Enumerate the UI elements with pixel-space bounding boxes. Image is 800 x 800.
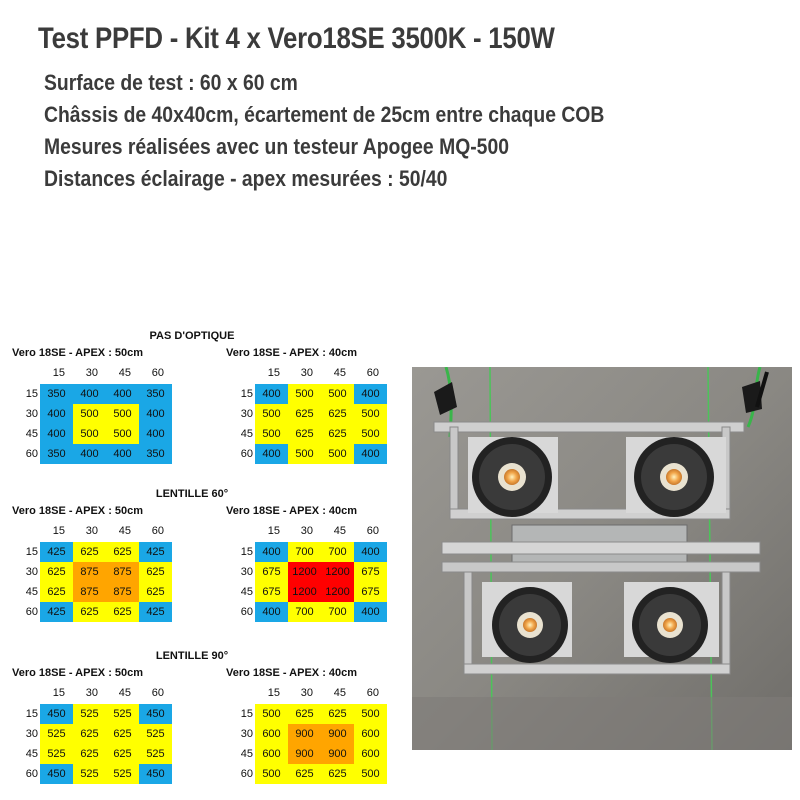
- table-label: Vero 18SE - APEX : 50cm: [12, 667, 144, 679]
- ppfd-cell: 500: [354, 764, 387, 784]
- row-header: 15: [25, 708, 38, 720]
- info-line-chassis: Châssis de 40x40cm, écartement de 25cm entre chaque COB: [44, 102, 605, 127]
- ppfd-cell: 625: [106, 724, 139, 744]
- info-line-surface: Surface de test : 60 x 60 cm: [44, 70, 298, 95]
- row-header: 60: [25, 606, 38, 618]
- ppfd-cell: 525: [40, 744, 73, 764]
- ppfd-cell: 500: [106, 404, 139, 424]
- row-header: 45: [240, 748, 253, 760]
- ppfd-cell: 500: [255, 424, 288, 444]
- table-label: Vero 18SE - APEX : 40cm: [226, 347, 358, 359]
- ppfd-cell: 700: [321, 542, 354, 562]
- ppfd-cell: 525: [73, 704, 106, 724]
- row-header: 30: [240, 566, 253, 578]
- ppfd-cell: 400: [255, 602, 288, 622]
- section-title: PAS D'OPTIQUE: [149, 330, 235, 342]
- ppfd-cell: 425: [139, 602, 172, 622]
- column-header: 60: [151, 367, 164, 379]
- ppfd-cell: 625: [106, 744, 139, 764]
- ppfd-cell: 625: [73, 724, 106, 744]
- ppfd-cell: 525: [106, 704, 139, 724]
- ppfd-cell: 500: [106, 424, 139, 444]
- column-header: 45: [333, 367, 346, 379]
- ppfd-cell: 450: [139, 764, 172, 784]
- ppfd-cell: 625: [288, 424, 321, 444]
- row-header: 15: [240, 708, 253, 720]
- ppfd-cell: 600: [255, 744, 288, 764]
- row-header: 15: [240, 546, 253, 558]
- ppfd-cell: 400: [73, 444, 106, 464]
- ppfd-cell: 500: [288, 384, 321, 404]
- ppfd-cell: 425: [40, 602, 73, 622]
- ppfd-cell: 625: [321, 404, 354, 424]
- ppfd-cell: 350: [40, 444, 73, 464]
- ppfd-cell: 500: [354, 404, 387, 424]
- table-label: Vero 18SE - APEX : 50cm: [12, 505, 144, 517]
- column-header: 30: [85, 687, 98, 699]
- ppfd-cell: 675: [255, 582, 288, 602]
- ppfd-cell: 400: [139, 424, 172, 444]
- ppfd-cell: 450: [40, 704, 73, 724]
- ppfd-cell: 675: [354, 582, 387, 602]
- row-header: 60: [25, 448, 38, 460]
- column-header: 15: [52, 367, 65, 379]
- ppfd-cell: 625: [139, 582, 172, 602]
- section-title: LENTILLE 60°: [155, 488, 229, 500]
- row-header: 30: [240, 408, 253, 420]
- column-header: 60: [366, 525, 379, 537]
- ppfd-cell: 625: [73, 744, 106, 764]
- column-header: 45: [333, 525, 346, 537]
- led-fixture-photo-icon: [412, 367, 792, 750]
- ppfd-cell: 900: [288, 744, 321, 764]
- row-header: 45: [25, 586, 38, 598]
- column-header: 45: [333, 687, 346, 699]
- row-header: 30: [25, 728, 38, 740]
- table-label: Vero 18SE - APEX : 40cm: [226, 505, 358, 517]
- ppfd-cell: 400: [354, 542, 387, 562]
- column-header: 15: [52, 687, 65, 699]
- table-label: Vero 18SE - APEX : 40cm: [226, 667, 358, 679]
- ppfd-cell: 625: [40, 582, 73, 602]
- ppfd-cell: 1200: [321, 562, 354, 582]
- ppfd-cell: 400: [255, 542, 288, 562]
- table-label: Vero 18SE - APEX : 50cm: [12, 347, 144, 359]
- ppfd-cell: 625: [288, 764, 321, 784]
- row-header: 60: [240, 768, 253, 780]
- row-header: 45: [25, 748, 38, 760]
- row-header: 60: [240, 448, 253, 460]
- ppfd-cell: 350: [139, 444, 172, 464]
- ppfd-cell: 500: [255, 704, 288, 724]
- ppfd-cell: 400: [255, 444, 288, 464]
- column-header: 15: [52, 525, 65, 537]
- ppfd-cell: 625: [106, 602, 139, 622]
- ppfd-cell: 400: [354, 384, 387, 404]
- ppfd-cell: 350: [139, 384, 172, 404]
- column-header: 45: [118, 525, 131, 537]
- column-header: 30: [300, 367, 313, 379]
- ppfd-cell: 875: [106, 562, 139, 582]
- ppfd-cell: 1200: [321, 582, 354, 602]
- column-header: 30: [85, 525, 98, 537]
- ppfd-cell: 400: [40, 404, 73, 424]
- ppfd-cell: 500: [255, 764, 288, 784]
- row-header: 60: [25, 768, 38, 780]
- ppfd-cell: 675: [255, 562, 288, 582]
- ppfd-cell: 500: [354, 424, 387, 444]
- column-header: 15: [267, 525, 280, 537]
- column-header: 30: [85, 367, 98, 379]
- ppfd-cell: 625: [139, 562, 172, 582]
- ppfd-cell: 400: [73, 384, 106, 404]
- ppfd-cell: 525: [40, 724, 73, 744]
- column-header: 60: [151, 687, 164, 699]
- ppfd-cell: 875: [73, 562, 106, 582]
- ppfd-cell: 525: [139, 744, 172, 764]
- column-header: 15: [267, 687, 280, 699]
- ppfd-cell: 875: [106, 582, 139, 602]
- ppfd-cell: 500: [321, 384, 354, 404]
- ppfd-cell: 625: [321, 424, 354, 444]
- ppfd-cell: 400: [106, 384, 139, 404]
- row-header: 30: [25, 566, 38, 578]
- ppfd-cell: 675: [354, 562, 387, 582]
- ppfd-cell: 625: [73, 602, 106, 622]
- ppfd-cell: 500: [255, 404, 288, 424]
- ppfd-cell: 400: [255, 384, 288, 404]
- ppfd-cell: 425: [139, 542, 172, 562]
- section-title: LENTILLE 90°: [155, 650, 229, 662]
- row-header: 45: [240, 428, 253, 440]
- ppfd-cell: 900: [321, 724, 354, 744]
- row-header: 45: [25, 428, 38, 440]
- row-header: 15: [25, 388, 38, 400]
- column-header: 60: [366, 367, 379, 379]
- ppfd-cell: 400: [139, 404, 172, 424]
- ppfd-cell: 400: [106, 444, 139, 464]
- ppfd-cell: 625: [321, 764, 354, 784]
- ppfd-cell: 525: [139, 724, 172, 744]
- info-line-distances: Distances éclairage - apex mesurées : 50/40: [44, 166, 448, 191]
- ppfd-cell: 600: [255, 724, 288, 744]
- column-header: 45: [118, 687, 131, 699]
- row-header: 15: [240, 388, 253, 400]
- row-header: 45: [240, 586, 253, 598]
- ppfd-cell: 500: [73, 404, 106, 424]
- ppfd-cell: 625: [73, 542, 106, 562]
- led-fixture-photo: [412, 367, 792, 750]
- ppfd-cell: 500: [354, 704, 387, 724]
- ppfd-cell: 625: [288, 404, 321, 424]
- ppfd-cell: 400: [354, 602, 387, 622]
- ppfd-cell: 500: [288, 444, 321, 464]
- row-header: 15: [25, 546, 38, 558]
- ppfd-cell: 525: [73, 764, 106, 784]
- ppfd-cell: 500: [73, 424, 106, 444]
- ppfd-cell: 625: [40, 562, 73, 582]
- ppfd-cell: 400: [40, 424, 73, 444]
- ppfd-cell: 600: [354, 744, 387, 764]
- ppfd-cell: 600: [354, 724, 387, 744]
- row-header: 30: [240, 728, 253, 740]
- column-header: 60: [366, 687, 379, 699]
- column-header: 60: [151, 525, 164, 537]
- ppfd-cell: 425: [40, 542, 73, 562]
- ppfd-cell: 625: [288, 704, 321, 724]
- ppfd-cell: 625: [106, 542, 139, 562]
- ppfd-cell: 1200: [288, 562, 321, 582]
- column-header: 45: [118, 367, 131, 379]
- ppfd-cell: 900: [321, 744, 354, 764]
- page-title: Test PPFD - Kit 4 x Vero18SE 3500K - 150W: [38, 22, 555, 55]
- ppfd-cell: 400: [354, 444, 387, 464]
- ppfd-cell: 875: [73, 582, 106, 602]
- ppfd-cell: 625: [321, 704, 354, 724]
- info-line-tester: Mesures réalisées avec un testeur Apogee MQ-500: [44, 134, 509, 159]
- ppfd-cell: 700: [288, 542, 321, 562]
- ppfd-cell: 450: [40, 764, 73, 784]
- row-header: 60: [240, 606, 253, 618]
- ppfd-cell: 350: [40, 384, 73, 404]
- column-header: 30: [300, 687, 313, 699]
- ppfd-cell: 500: [321, 444, 354, 464]
- ppfd-cell: 900: [288, 724, 321, 744]
- row-header: 30: [25, 408, 38, 420]
- ppfd-cell: 1200: [288, 582, 321, 602]
- ppfd-cell: 525: [106, 764, 139, 784]
- ppfd-cell: 700: [321, 602, 354, 622]
- ppfd-cell: 450: [139, 704, 172, 724]
- column-header: 15: [267, 367, 280, 379]
- ppfd-cell: 700: [288, 602, 321, 622]
- column-header: 30: [300, 525, 313, 537]
